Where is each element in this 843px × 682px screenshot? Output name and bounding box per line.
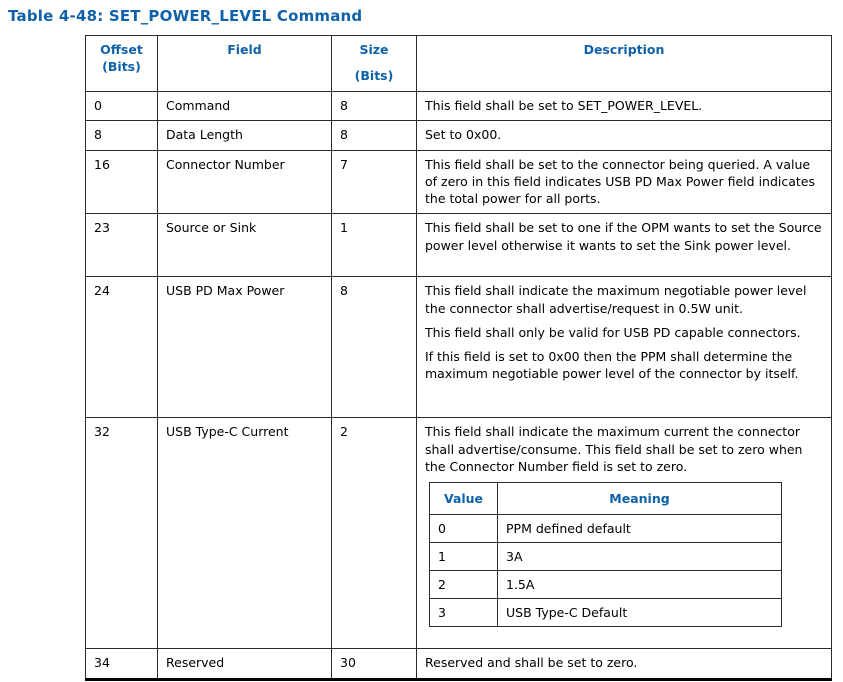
field-cell: Data Length (158, 121, 332, 150)
nested-header-value: Value (430, 483, 498, 515)
offset-cell: 34 (86, 649, 158, 679)
description-paragraph: Set to 0x00. (425, 127, 502, 143)
table-row-connector-number (86, 150, 832, 214)
description-cell (417, 277, 832, 418)
offset-cell: 32 (86, 418, 158, 649)
field-cell: USB PD Max Power (158, 277, 332, 418)
header-description-label: Description (583, 42, 665, 57)
nested-table-row (430, 543, 782, 571)
size-cell: 2 (332, 418, 417, 649)
offset-cell: 0 (86, 92, 158, 121)
usb-type-c-current-values-table (429, 482, 782, 627)
header-description (417, 36, 832, 92)
table-row-usb-type-c-current (86, 418, 832, 649)
nested-meaning-cell: USB Type-C Default (498, 599, 782, 627)
nested-value-cell: 2 (430, 571, 498, 599)
description-paragraph: This field shall indicate the maximum current the connector shall advertise/consume. This field shall be set to zero when the Connector Number field is set to zero. (425, 424, 803, 474)
nested-table-row (430, 515, 782, 543)
table-row-usb-pd-max-power (86, 277, 832, 418)
description-cell (417, 214, 832, 277)
size-cell: 8 (332, 277, 417, 418)
description-paragraph: Reserved and shall be set to zero. (425, 655, 638, 671)
header-size-line1: Size (359, 42, 389, 57)
description-paragraph: This field shall be set to the connector being queried. A value of zero in this field indicates USB PD Max Power field indicates the total power for all ports. (425, 156, 816, 206)
offset-cell: 16 (86, 150, 158, 214)
header-offset-line1: Offset (100, 42, 143, 57)
field-cell: Reserved (158, 649, 332, 679)
header-offset-bits (86, 36, 158, 92)
description-cell (417, 92, 832, 121)
description-cell (417, 418, 832, 649)
description-paragraph: If this field is set to 0x00 then the PPM shall determine the maximum negotiable power level of the connector by itself. (425, 349, 799, 382)
description-paragraph: This field shall be set to SET_POWER_LEVEL. (425, 98, 703, 113)
table-row-data-length (86, 121, 832, 150)
size-cell: 7 (332, 150, 417, 214)
field-cell: Source or Sink (158, 214, 332, 277)
nested-table-row (430, 599, 782, 627)
description-paragraph: This field shall indicate the maximum negotiable power level the connector shall advertise/request in 0.5W unit. (425, 283, 807, 316)
table-row-reserved (86, 649, 832, 679)
size-cell: 1 (332, 214, 417, 277)
header-offset-line2: (Bits) (102, 59, 141, 75)
header-field (158, 36, 332, 92)
header-field-label: Field (227, 42, 262, 57)
size-cell: 8 (332, 121, 417, 150)
header-size-bits (332, 36, 417, 92)
size-cell: 8 (332, 92, 417, 121)
description-cell (417, 649, 832, 679)
table-row-command (86, 92, 832, 121)
nested-value-cell: 0 (430, 515, 498, 543)
set-power-level-command-table (85, 35, 832, 681)
field-cell: Connector Number (158, 150, 332, 214)
header-size-line2: (Bits) (354, 68, 394, 84)
table-row-source-or-sink (86, 214, 832, 277)
offset-cell: 8 (86, 121, 158, 150)
description-paragraph: This field shall only be valid for USB PD capable connectors. (425, 324, 801, 340)
nested-header-meaning: Meaning (498, 483, 782, 515)
table-caption: Table 4-48: SET_POWER_LEVEL Command (8, 7, 363, 25)
nested-meaning-cell: PPM defined default (498, 515, 782, 543)
nested-table-row (430, 571, 782, 599)
description-paragraph: This field shall be set to one if the OPM wants to set the Source power level otherwise it wants to set the Sink power level. (425, 220, 822, 253)
description-cell (417, 150, 832, 214)
nested-value-cell: 1 (430, 543, 498, 571)
nested-meaning-cell: 3A (498, 543, 782, 571)
field-cell: Command (158, 92, 332, 121)
nested-header-row (430, 483, 782, 515)
nested-value-cell: 3 (430, 599, 498, 627)
nested-meaning-cell: 1.5A (498, 571, 782, 599)
header-row (86, 36, 832, 92)
offset-cell: 23 (86, 214, 158, 277)
size-cell: 30 (332, 649, 417, 679)
field-cell: USB Type-C Current (158, 418, 332, 649)
offset-cell: 24 (86, 277, 158, 418)
description-cell (417, 121, 832, 150)
